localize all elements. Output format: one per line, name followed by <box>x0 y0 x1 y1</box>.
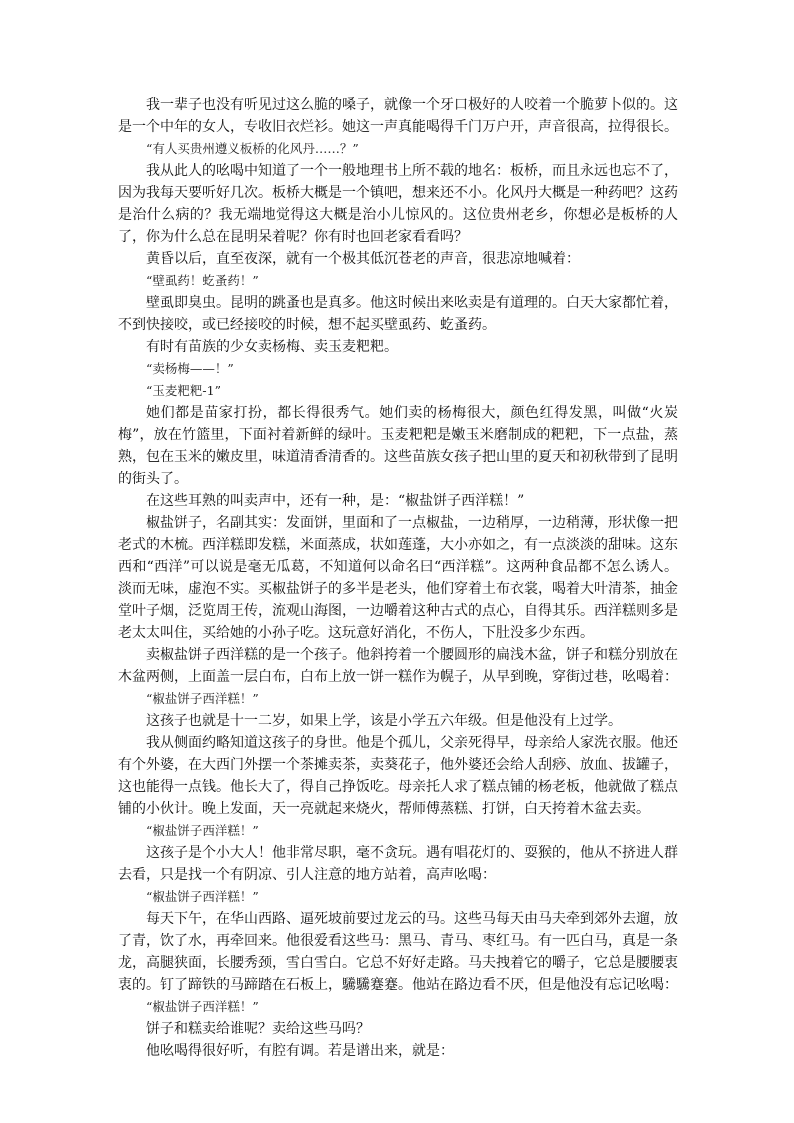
paragraph: 这孩子也就是十一二岁，如果上学，该是小学五六年级。但是他没有上过学。 <box>146 713 622 729</box>
paragraph: 在这些耳熟的叫卖声中，还有一种，是：“椒盐饼子西洋糕！” <box>146 493 525 509</box>
quoted-cry: “卖杨梅——！” <box>146 361 234 376</box>
paragraph: 有时有苗族的少女卖杨梅、卖玉麦粑粑。 <box>146 339 398 355</box>
paragraph: 卖椒盐饼子西洋糕的是一个孩子。他斜挎着一个腰圆形的扁浅木盆，饼子和糕分别放在木盆两侧，上面盖一层白布，白布上放一饼一糕作为幌子，从早到晚，穿街过巷，吆喝着： <box>118 647 678 685</box>
document-page <box>118 94 678 1062</box>
quoted-cry: “椒盐饼子西洋糕！” <box>146 889 259 904</box>
paragraph: 她们都是苗家打扮，都长得很秀气。她们卖的杨梅很大，颜色红得发黑，叫做“火炭梅”，放在竹篮里，下面衬着新鲜的绿叶。玉麦粑粑是嫩玉米磨制成的粑粑，下一点盐，蒸熟，包在玉米的嫩皮里，味道清香清香的。这些苗族女孩子把山里的夏天和初秋带到了昆明的街头了。 <box>118 405 678 487</box>
paragraph: 每天下午，在华山西路、逼死坡前要过龙云的马。这些马每天由马夫牵到郊外去遛，放了青，饮了水，再牵回来。他很爱看这些马：黑马、青马、枣红马。有一匹白马，真是一条龙，高腿狭面，长腰秀颈，雪白雪白。它总不好好走路。马夫拽着它的嚼子，它总是腰腰衷衷的。钉了蹄铁的马蹄踏在石板上，驣驣蹇蹇。他站在路边看不厌，但是他没有忘记吆喝： <box>118 911 678 993</box>
paragraph: 黄昏以后，直至夜深，就有一个极其低沉苍老的声音，很悲凉地喊着： <box>146 251 580 267</box>
paragraph: 我从侧面约略知道这孩子的身世。他是个孤儿，父亲死得早，母亲给人家洗衣服。他还有个外婆，在大西门外摆一个茶摊卖茶，卖葵花子，他外婆还会给人刮痧、放血、拔罐子，这也能得一点钱。他长大了，得自己挣饭吃。母亲托人求了糕点铺的杨老板，他就做了糕点铺的小伙计。晚上发面，天一亮就起来烧火，帮师傅蒸糕、打饼，白天挎着木盆去卖。 <box>118 735 678 817</box>
paragraph: 椒盐饼子，名副其实：发面饼，里面和了一点椒盐，一边稍厚，一边稍薄，形状像一把老式的木梳。西洋糕即发糕，米面蒸成，状如莲蓬，大小亦如之，有一点淡淡的甜味。这东西和“西洋”可以说是毫无瓜葛，不知道何以命名曰“西洋糕”。这两种食品都不怎么诱人。淡而无味，虚泡不实。买椒盐饼子的多半是老头，他们穿着土布衣裳，喝着大叶清茶，抽金堂叶子烟，泛览周王传，流观山海图，一边嚼着这种古式的点心，自得其乐。西洋糕则多是老太太叫住，买给她的小孙子吃。这玩意好消化，不伤人，下肚没多少东西。 <box>118 515 678 641</box>
paragraph: 这孩子是个小大人！他非常尽职，毫不贪玩。遇有唱花灯的、耍猴的，他从不挤进人群去看，只是找一个有阴凉、引人注意的地方站着，高声吆喝： <box>118 845 678 883</box>
quoted-cry: “椒盐饼子西洋糕！” <box>146 823 259 838</box>
paragraph: 他吆喝得很好听，有腔有调。若是谱出来，就是： <box>146 1043 454 1059</box>
paragraph: 壁虱即臭虫。昆明的跳蚤也是真多。他这时候出来吆卖是有道理的。白天大家都忙着，不到快接咬，或已经接咬的时候，想不起买壁虱药、虼蚤药。 <box>118 295 678 333</box>
quoted-cry: “有人买贵州遵义板桥的化风丹……？” <box>146 141 359 156</box>
quoted-cry: “椒盐饼子西洋糕！” <box>146 999 259 1014</box>
quoted-cry: “椒盐饼子西洋糕！” <box>146 691 259 706</box>
paragraph: 饼子和糕卖给谁呢？卖给这些马吗？ <box>146 1021 370 1037</box>
paragraph: 我一辈子也没有听见过这么脆的嗓子，就像一个牙口极好的人咬着一个脆萝卜似的。这是一个中年的女人，专收旧衣烂衫。她这一声真能喝得千门万户开，声音很高，拉得很长。 <box>118 97 678 135</box>
quoted-cry: “玉麦粑粑-1” <box>146 383 221 398</box>
paragraph: 我从此人的吆喝中知道了一个一般地理书上所不载的地名：板桥，而且永远也忘不了，因为我每天要听好几次。板桥大概是一个镇吧，想来还不小。化风丹大概是一种药吧？这药是治什么病的？我无端地觉得这大概是治小儿惊风的。这位贵州老乡，你想必是板桥的人了，你为什么总在昆明呆着呢？你有时也回老家看看吗？ <box>118 163 678 245</box>
quoted-cry: “壁虱药！虼蚤药！” <box>146 273 259 288</box>
